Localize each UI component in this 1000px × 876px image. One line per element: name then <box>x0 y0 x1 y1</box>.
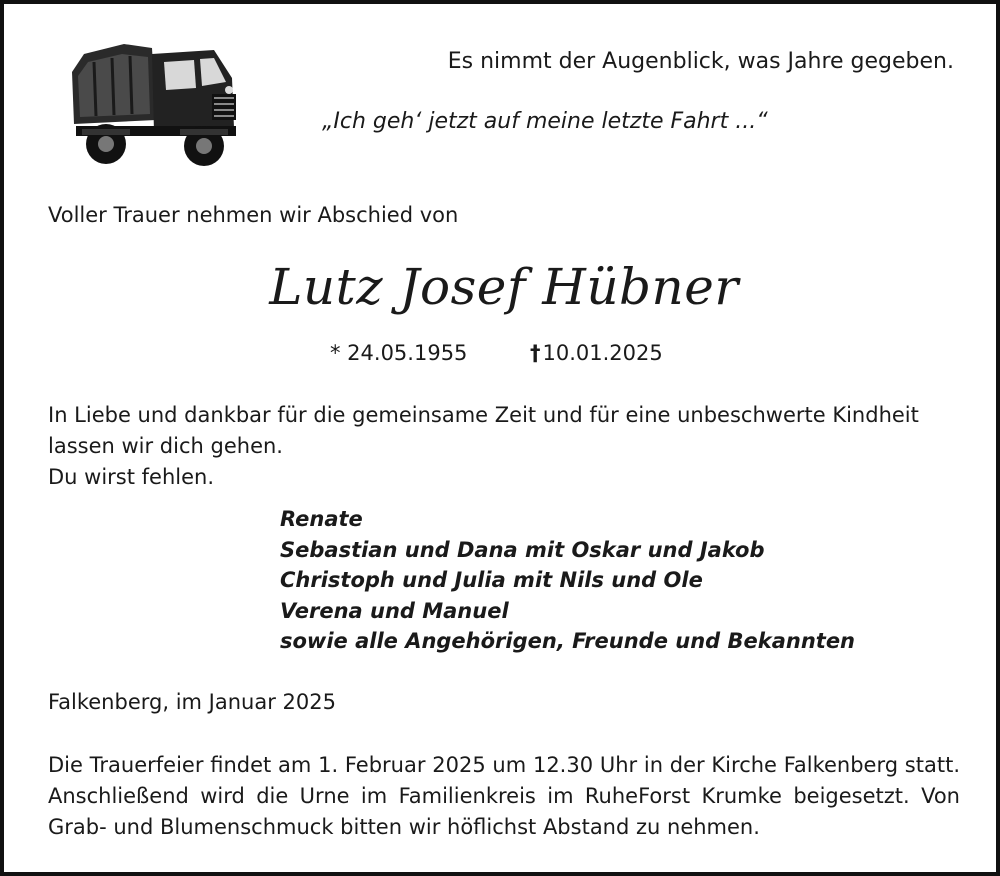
farewell-message <box>48 400 960 493</box>
mourners-list <box>280 504 855 657</box>
mourner-entry: Renate <box>280 507 363 531</box>
death-date-group <box>530 339 663 367</box>
mourner-entry: Sebastian und Dana mit Oskar und Jakob <box>280 537 765 562</box>
mourner-entry: sowie alle Angehörigen, Freunde und Bekannten <box>280 629 856 653</box>
place-date: Falkenberg, im Januar 2025 <box>48 690 336 714</box>
intro-text: Voller Trauer nehmen wir Abschied von <box>48 203 459 227</box>
birth-date: * 24.05.1955 <box>330 341 468 365</box>
message-line: lassen wir dich gehen. <box>48 434 283 458</box>
mourner-entry: Verena und Manuel <box>280 598 509 623</box>
message-line: In Liebe und dankbar für die gemeinsame Zeit und für eine unbeschwerte Kindheit <box>48 403 919 427</box>
motto-line: Es nimmt der Augenblick, was Jahre gegeben. <box>447 49 954 74</box>
mourner-entry: Christoph und Julia mit Nils und Ole <box>280 568 703 592</box>
deceased-name: Lutz Josef Hübner <box>269 258 739 316</box>
cross-icon: † <box>530 341 541 365</box>
funeral-service-info: Die Trauerfeier findet am 1. Februar 2025 um 12.30 Uhr in der Kirche Falkenberg statt. Anschließend wird die Urne im Familienkreis im RuheForst Krumke beigesetzt. Von Grab- und Blumenschmuck bitten wir höflichst Abstand zu nehmen. <box>48 753 960 839</box>
life-dates <box>330 339 663 367</box>
quote-line: „Ich geh‘ jetzt auf meine letzte Fahrt ...“ <box>322 109 768 134</box>
truck-illustration <box>64 32 254 172</box>
message-line: Du wirst fehlen. <box>48 465 215 489</box>
death-date: 10.01.2025 <box>542 341 663 365</box>
